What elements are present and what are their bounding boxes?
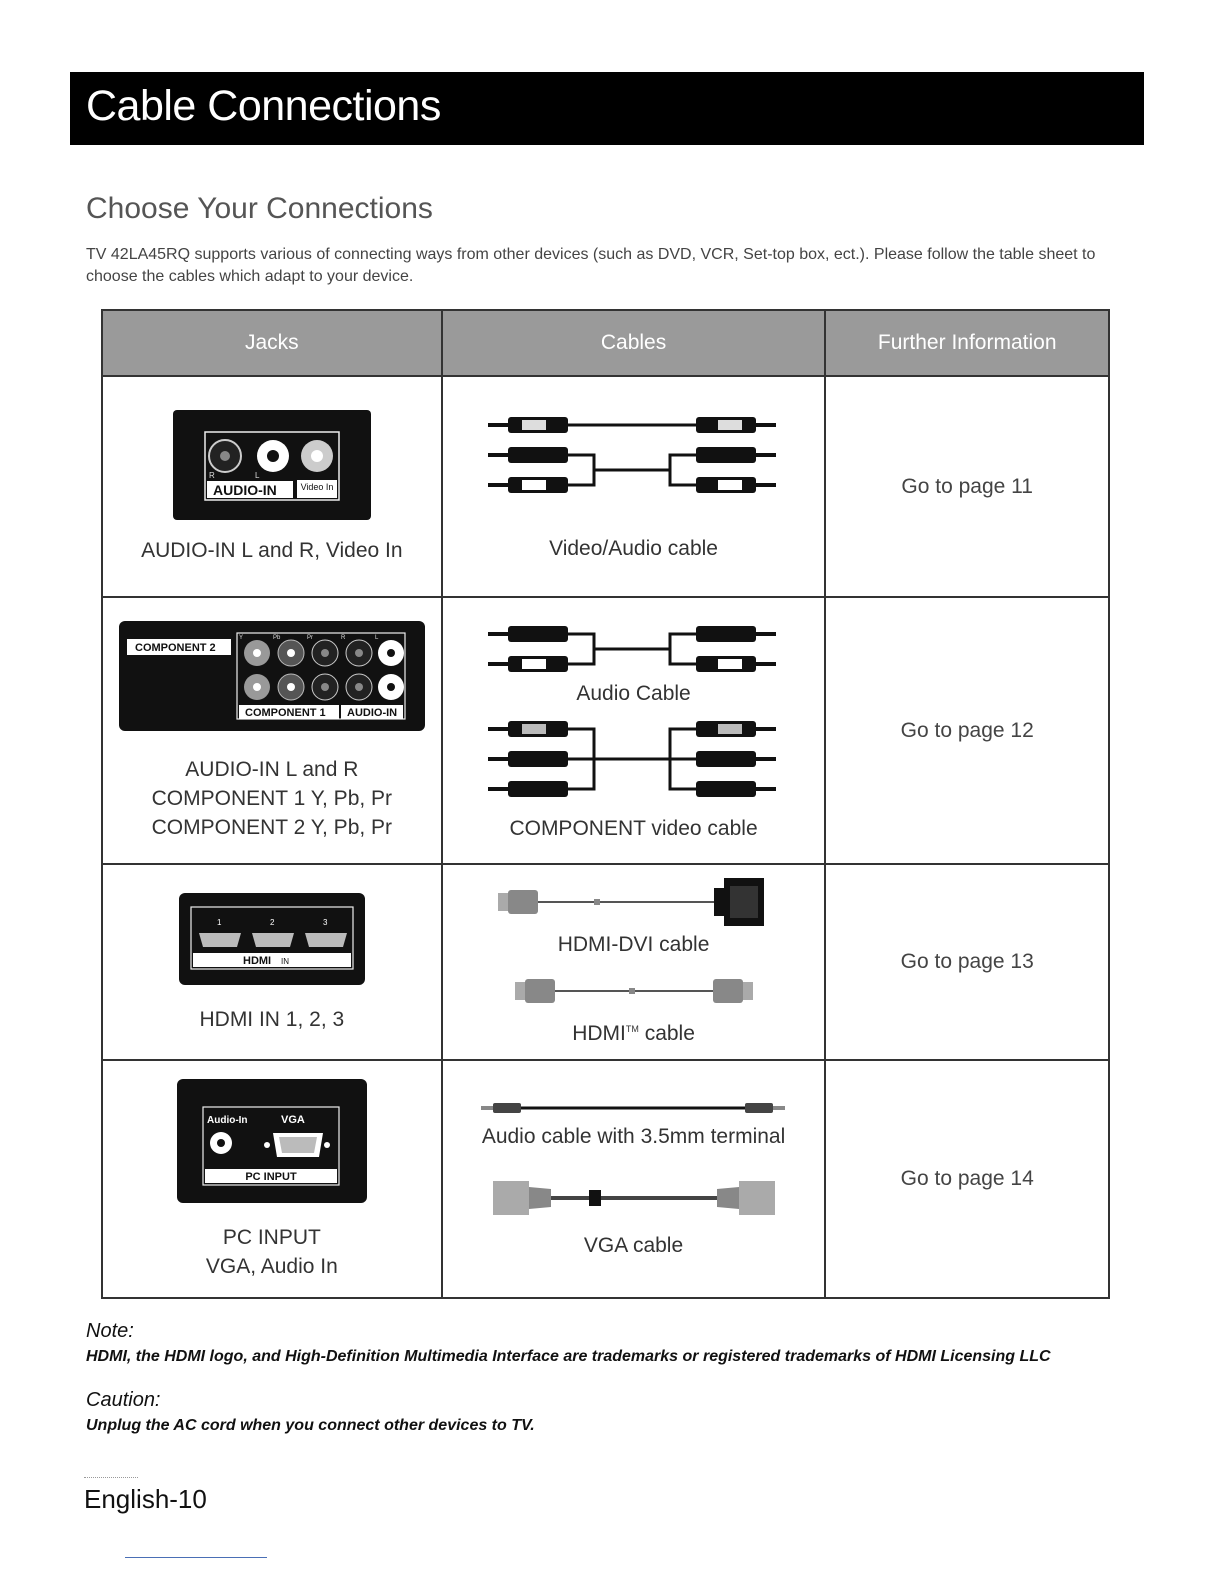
rca-audio-cable-icon (484, 619, 784, 675)
jack-label-line-2: VGA, Audio In (205, 1255, 338, 1278)
jack-cell (102, 376, 442, 597)
component-video-cable-icon (484, 714, 784, 804)
component-pr-label: Pr (306, 635, 313, 641)
component-y-label: Y (238, 635, 243, 641)
hdmi-3-label: 3 (322, 917, 328, 927)
table-row (102, 864, 1109, 1060)
jack-cell (102, 864, 442, 1060)
cable-cell (442, 376, 826, 597)
hdmi-dvi-cable-label: HDMI-DVI cable (557, 933, 710, 956)
page-title: Cable Connections (86, 82, 441, 130)
component-l-label: L (374, 635, 379, 641)
audio-35mm-cable-icon (479, 1098, 789, 1118)
bottom-divider (125, 1557, 267, 1558)
hdmi-cable-suffix: cable (644, 1022, 695, 1045)
table-header-row (102, 310, 1109, 376)
header-cables: Cables (442, 310, 826, 376)
title-bar (70, 72, 1144, 145)
jack-label-line-1: PC INPUT (222, 1226, 321, 1249)
component-r-label: R (340, 635, 346, 641)
vga-cable-icon (489, 1173, 779, 1221)
caution-text: Unplug the AC cord when you connect other devices to TV. (86, 1417, 535, 1434)
caution-heading: Caution: (86, 1389, 161, 1411)
hdmi-1-label: 1 (216, 917, 222, 927)
audio-in-port-label: Audio-In (206, 1115, 248, 1126)
jack-cell (102, 1060, 442, 1298)
jack-label: AUDIO-IN L and R, Video In (141, 539, 403, 562)
table-row (102, 1060, 1109, 1298)
section-title: Choose Your Connections (86, 192, 433, 225)
intro-text: TV 42LA45RQ supports various of connecting ways from other devices (such as DVD, VCR, Set-top box, ect.). Please follow the table sheet to choose the cables which adapt to your device. (86, 246, 1096, 285)
hdmi-cable-label (572, 1015, 695, 1048)
go-to-page-14-link[interactable]: Go to page 14 (900, 1167, 1034, 1190)
info-cell (825, 1060, 1109, 1298)
header-further-information: Further Information (825, 310, 1109, 376)
vga-cable-label: VGA cable (583, 1234, 684, 1257)
cable-cell (442, 1060, 826, 1298)
note-heading: Note: (86, 1320, 134, 1342)
hdmi-jack-panel-icon (177, 891, 367, 987)
table-row (102, 376, 1109, 597)
cable-cell (442, 597, 826, 864)
hdmi-logo-text: HDMI (242, 954, 271, 967)
hdmi-cable-name: HDMI (572, 1022, 626, 1045)
vga-port-label: VGA (280, 1114, 305, 1126)
audio-video-jack-panel-icon (171, 408, 373, 522)
cable-label: Video/Audio cable (549, 537, 718, 560)
jack-label: HDMI IN 1, 2, 3 (199, 1007, 345, 1031)
audio-in-label: AUDIO-IN (212, 482, 277, 498)
jack-label-line-1: AUDIO-IN L and R (185, 758, 359, 781)
header-jacks: Jacks (102, 310, 442, 376)
footer-divider (84, 1477, 138, 1478)
cable-cell (442, 864, 826, 1060)
go-to-page-13-link[interactable]: Go to page 13 (900, 950, 1034, 973)
trademark-mark: TM (625, 1024, 639, 1034)
hdmi-in-label: IN (280, 956, 289, 966)
table-row (102, 597, 1109, 864)
info-cell (825, 864, 1109, 1060)
connections-table (101, 309, 1110, 1299)
jack-label-line-3: COMPONENT 2 Y, Pb, Pr (151, 816, 393, 839)
jack-r-label: R (208, 471, 215, 480)
jack-l-label: L (254, 471, 260, 480)
jack-label-line-2: COMPONENT 1 Y, Pb, Pr (151, 787, 393, 810)
video-in-label: Video In (300, 482, 334, 492)
audio-cable-label: Audio Cable (576, 681, 691, 705)
pc-input-jack-panel-icon (175, 1077, 369, 1205)
jack-cell (102, 597, 442, 864)
go-to-page-11-link[interactable]: Go to page 11 (901, 474, 1033, 498)
info-cell (825, 597, 1109, 864)
hdmi-cable-icon (509, 973, 759, 1009)
component-pb-label: Pb (272, 635, 281, 641)
hdmi-2-label: 2 (269, 917, 275, 927)
audio-35mm-cable-label: Audio cable with 3.5mm terminal (481, 1125, 786, 1148)
page-number: English-10 (84, 1484, 207, 1514)
note-text: HDMI, the HDMI logo, and High-Definition Multimedia Interface are trademarks or registered trademarks of HDMI Licensing LLC (86, 1348, 1051, 1365)
component-cable-label: COMPONENT video cable (509, 816, 758, 840)
go-to-page-12-link[interactable]: Go to page 12 (900, 718, 1034, 742)
pc-input-panel-label: PC INPUT (245, 1171, 297, 1183)
component-2-label: COMPONENT 2 (134, 642, 216, 654)
component-1-label: COMPONENT 1 (244, 707, 326, 719)
hdmi-dvi-cable-icon (494, 876, 774, 928)
rca-av-cable-icon (484, 410, 784, 500)
info-cell (825, 376, 1109, 597)
component-audio-in-label: AUDIO-IN (346, 707, 397, 719)
component-jack-panel-icon (117, 619, 427, 733)
